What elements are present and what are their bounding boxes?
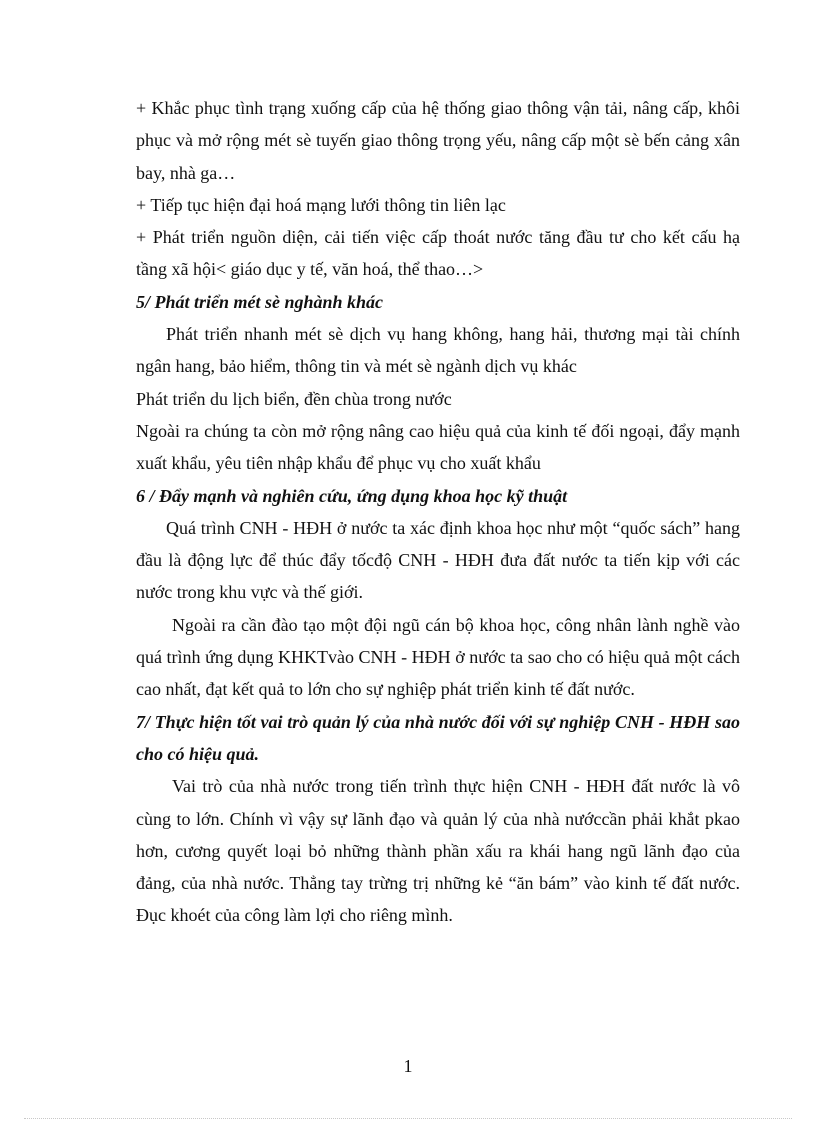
section-heading-6: 6 / Đẩy mạnh và nghiên cứu, ứng dụng khoa học kỹ thuật	[136, 485, 568, 506]
paragraph-state-role: Vai trò của nhà nước trong tiến trình thực hiện CNH - HĐH đất nước là vô cùng to lớn. Chính vì vậy sự lãnh đạo và quản lý của nhà nướccần phải khắt pkao hơn, cương quyết loại bỏ những thành phần xấu ra khái hang ngũ lãnh đạo của đảng, của nhà nước. Thẳng tay trừng trị những kẻ “ăn bám” vào kinh tế đất nước. Đục khoét của công làm lợi cho riêng mình.	[136, 776, 740, 926]
paragraph-services-development: Phát triển nhanh mét sè dịch vụ hang không, hang hải, thương mại tài chính ngân hang, bảo hiểm, thông tin và mét sè ngành dịch vụ khác	[136, 324, 740, 377]
paragraph-telecom-modernize: + Tiếp tục hiện đại hoá mạng lưới thông tin liên lạc	[136, 194, 506, 215]
paragraph-foreign-economy: Ngoài ra chúng ta còn mở rộng nâng cao hiệu quả của kinh tế đối ngoại, đẩy mạnh xuất khẩu, yêu tiên nhập khẩu để phục vụ cho xuất khẩu	[136, 420, 740, 474]
paragraph-transport-upgrade: + Khắc phục tình trạng xuống cấp của hệ thống giao thông vận tải, nâng cấp, khôi phục và mở rộng mét sè tuyến giao thông trọng yếu, nâng cấp một sè bến cảng xân bay, nhà ga…	[136, 98, 740, 183]
paragraph-tourism: Phát triển du lịch biển, đền chùa trong nước	[136, 388, 452, 409]
paragraph-workforce-training: Ngoài ra cần đào tạo một đội ngũ cán bộ khoa học, công nhân lành nghề vào quá trình ứng dụng KHKTvào CNH - HĐH ở nước ta sao cho có hiệu quả một cách cao nhất, đạt kết quả to lớn cho sự nghiệp phát triển kinh tế đất nước.	[136, 614, 740, 700]
section-heading-5: 5/ Phát triển mét sè nghành khác	[136, 291, 384, 312]
page-number: 1	[403, 1056, 413, 1076]
section-heading-7: 7/ Thực hiện tốt vai trò quản lý của nhà nước đối với sự nghiệp CNH - HĐH sao cho có hiệu quả.	[136, 711, 740, 764]
paragraph-science-policy: Quá trình CNH - HĐH ở nước ta xác định khoa học như một “quốc sách” hang đầu là động lực để thúc đẩy tốcđộ CNH - HĐH đưa đất nước ta tiến kịp với các nước trong khu vực và thế giới.	[136, 517, 740, 603]
page-bottom-divider	[24, 1118, 792, 1119]
paragraph-power-infrastructure: + Phát triển nguồn diện, cải tiến việc cấp thoát nước tăng đầu tư cho kết cấu hạ tầng xã hội< giáo dục y tế, văn hoá, thể thao…>	[136, 227, 740, 280]
document-body	[136, 92, 740, 932]
